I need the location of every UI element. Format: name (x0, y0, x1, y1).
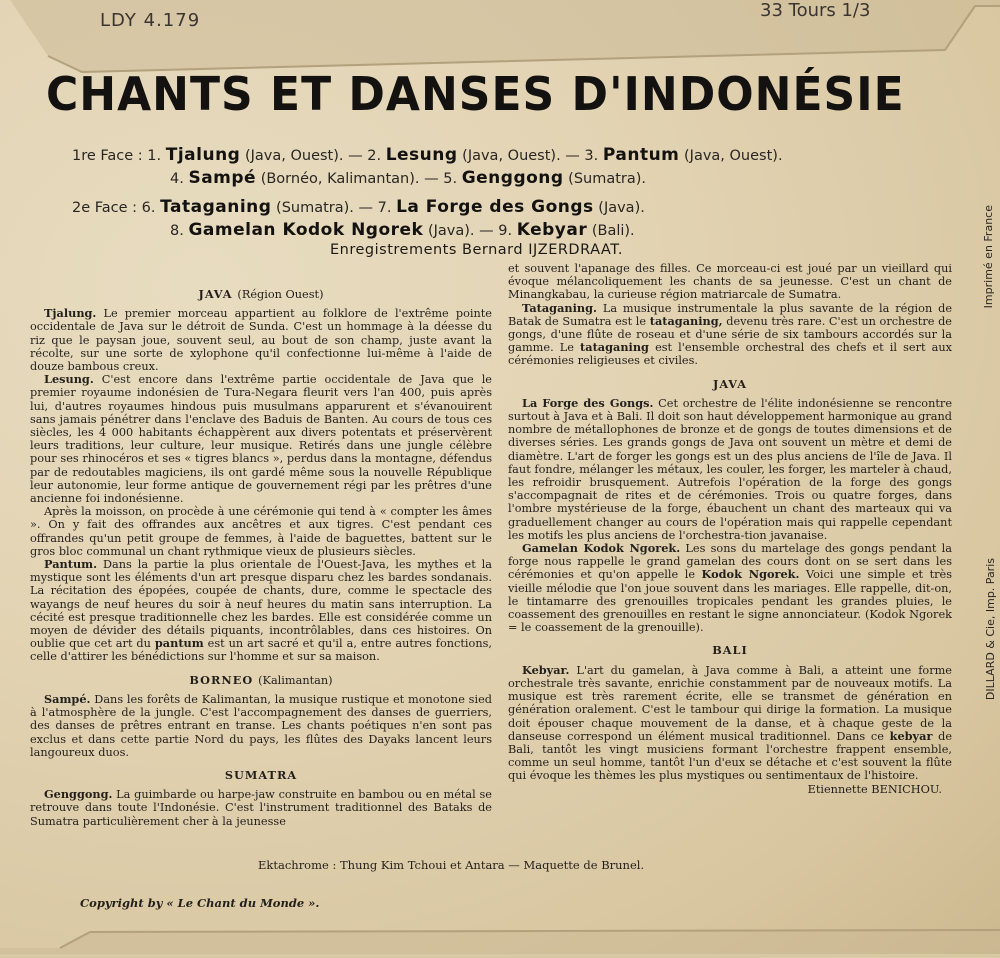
track-region: (Java). (598, 200, 645, 216)
track-title: Sampé (188, 168, 257, 188)
paragraph-tataganing: Tataganing. La musique instrumentale la plus savante de la région de Batak de Sumatra est le tataganing, devenu très rare. C'est un orchestre de gongs, d'une flûte de roseau et d'une série de six tambours accordés sur la gamme. Le tataganing est l'ensemble orchestral des chefs et il sert aux cérémonies religieuses et civiles. (508, 300, 953, 368)
track-title: Pantum (602, 145, 680, 165)
face1-line1 (72, 144, 783, 167)
track-region: (Java, Ouest). — (462, 148, 580, 164)
author-signature: Etiennette BENICHOU. (807, 782, 942, 796)
paragraph-lesung-2: Après la moisson, on procède à une cérémonie qui tend à « compter les âmes ». On y fait des offrandes aux ancêtres et aux tigres. C'est pendant ces offrandes qu'un petit groupe de femmes, à l'aide de baguettes, battent sur le gros bloc communal un chant rythmique vieux de plusieurs siècles. (30, 505, 492, 558)
paragraph-pantum: Pantum. Dans la partie la plus orientale de l'Ouest-Java, les mythes et la mystique sont les éléments d'un art presque disparu chez les bardes sondanais. La récitation des épopées, coupée de chants, dure, comme le spectacle des wayangs de neuf heures du soir à neuf heures du matin sans interruption. La cécité est presque traditionnelle chez les bardes. Elle est considérée comme un moyen de dévider des détails piquants, incontrôlables, dans ces histoires. On oublie que cet art du pantum est un art sacré et qu'il a, entre autres fonctions, celle d'attirer les bénédictions sur l'homme et sur sa maison. (30, 557, 492, 664)
sleeve-bottom-flap (0, 920, 1000, 954)
track-number: 4. (170, 171, 184, 187)
liner-notes-left-column (30, 278, 492, 828)
album-title: CHANTS ET DANSES D'INDONÉSIE (46, 68, 905, 122)
section-heading-sumatra: SUMATRA (224, 767, 298, 782)
face2-line1 (72, 196, 783, 219)
track-region: (Sumatra). — (276, 200, 374, 216)
track-region: (Bali). (591, 223, 635, 239)
track-number: 6. (141, 200, 156, 216)
section-heading-bali: BALI (712, 643, 748, 658)
face2-label: 2e Face : (72, 200, 138, 216)
track-title: Gamelan Kodok Ngorek (188, 220, 424, 240)
track-region: (Java, Ouest). (684, 148, 783, 164)
track-number: 2. (367, 148, 382, 164)
paragraph-gamelan: Gamelan Kodok Ngorek. Les sons du martelage des gongs pendant la forge nous rappelle le grand gamelan des cours dont on se sert dans les cérémonies et qu'on appelle le Kodok Ngorek. Voici une simple et très vieille mélodie que l'on joue souvent dans les mariages. Elle rappelle, dit-on, le tintamarre des grenouilles tropicales pendant les grandes pluies, le coassement des grenouilles en restant le signe annonciateur. (Kodok Ngorek = le coassement de la grenouille). (508, 541, 953, 635)
paragraph-kebyar: Kebyar. L'art du gamelan, à Java comme à Bali, a atteint une forme orchestrale très savante, enrichie constamment par de nouveaux motifs. La musique est très rarement écrite, elle se transmet de génération en génération oralement. C'est le tambour qui dirige la formation. La musique doit épouser chaque mouvement de la danse, et à chaque geste de la danseuse correspond un élément musical traditionnel. Dans ce kebyar de Bali, tantôt les vingt musiciens formant l'orchestre frappent ensemble, comme un seul homme, tantôt l'un d'eux se détache et c'est souvent la flûte qui évoque les thèmes les plus mystiques ou sentimentaux de l'histoire. (508, 662, 953, 783)
section-heading-borneo: BORNEO (Kalimantan) (189, 672, 333, 687)
track-number: 9. (498, 223, 513, 239)
paragraph-lesung: Lesung. C'est encore dans l'extrême partie occidentale de Java que le premier royaume indonésien de Tura-Negara fleurit vers l'an 400, puis après lui, d'autres royaumes hindous puis musulmans apparurent et s'évanouirent sans jamais pénétrer dans l'enclave des Baduis de Banten. Au cours de tous ces siècles, les 4 000 habitants échappèrent aux divers potentats et préservèrent leurs traditions, leur culture, leur musique. Retirés dans une jungle célèbre pour ses rhinocéros et ses « tigres blancs », perdus dans la montagne, défendus par de redoutables magiciens, ils ont gardé même sous la nouvelle République leur autonomie, leur forme antique de gouvernement régi par les prêtres d'une ancienne foi indonésienne. (30, 372, 492, 506)
track-number: 3. (584, 148, 599, 164)
recording-credit: Enregistrements Bernard IJZERDRAAT. (330, 242, 623, 258)
printer-credit: DILLARD & Cie, Imp. Paris (984, 558, 997, 701)
track-region: (Sumatra). (568, 171, 647, 187)
face1-line2 (72, 167, 783, 190)
track-listing (72, 144, 783, 242)
track-title: Lesung (385, 145, 458, 165)
record-speed: 33 Tours 1/3 (760, 0, 871, 21)
paragraph-sampe: Sampé. Dans les forêts de Kalimantan, la musique rustique et monotone sied à l'atmosphère de la jungle. C'est l'accompagnement des danses de guerriers, des danses de prêtres entrant en transe. Les chants poétiques n'en sont pas exclus et dans cette partie Nord du pays, les flûtes des Dayaks lancent leurs langoureux duos. (30, 691, 493, 759)
section-heading-java-2: JAVA (713, 376, 747, 391)
track-number: 8. (170, 223, 184, 239)
face1-label: 1re Face : (72, 148, 143, 164)
track-number: 5. (443, 171, 458, 187)
track-region: (Bornéo, Kalimantan). — (260, 171, 439, 187)
track-region: (Java, Ouest). — (244, 148, 363, 164)
liner-notes-right-column (508, 262, 952, 796)
track-number: 1. (147, 148, 162, 164)
catalog-number: LDY 4.179 (100, 10, 201, 31)
paragraph-genggong: Genggong. La guimbarde ou harpe-jaw construite en bambou ou en métal se retrouve dans toute l'Indonésie. C'est l'instrument traditionnel des Bataks de Sumatra particulièrement cher à la jeunesse (30, 787, 492, 828)
paragraph-forge: La Forge des Gongs. Cet orchestre de l'élite indonésienne se rencontre surtout à Java et à Bali. Il doit son haut développement harmonique au grand nombre de métallophones de bronze et de gongs de toutes dimensions et de diverses séries. Les grands gongs de Java ont souvent un mètre et demi de diamètre. L'art de forger les gongs est un des plus anciens de l'île de Java. Il faut fondre, mélanger les métaux, les couler, les forger, les marteler à chaud, les refroidir brusquement. Autrefois l'opération de la forge des gongs s'accompagnait de rites et de cérémonies. Trois ou quatre forges, dans l'ombre mystérieuse de la forge, ébauchent un chant des marteaux qui va graduellement changer au cours de l'opération mais qui rappelle cependant les motifs les plus anciens de l'orchestra-tion javanaise. (508, 395, 953, 542)
track-title: Genggong (461, 168, 564, 188)
section-heading-java: JAVA (Région Ouest) (198, 287, 324, 301)
paragraph-genggong-continued: et souvent l'apanage des filles. Ce morceau-ci est joué par un vieillard qui évoque mélancoliquement les chants de sa jeunesse. C'est un chant de Minangkabau, la curieuse région matriarcale de Sumatra. (508, 262, 952, 302)
track-number: 7. (377, 200, 392, 216)
track-region: (Java). — (427, 223, 494, 239)
paragraph-tjalung: Tjalung. Le premier morceau appartient au folklore de l'extrême pointe occidentale de Java sur le détroit de Sunda. C'est un hommage à la déesse du riz que le paysan joue, souvent seul, au bout de son champ, juste avant la récolte, sur une sorte de xylophone qu'il confectionne lui-même à l'aide de douze bambous creux. (30, 306, 492, 374)
copyright-notice: Copyright by « Le Chant du Monde ». (80, 896, 320, 910)
face2-line2 (72, 219, 783, 242)
photo-credit: Ektachrome : Thung Kim Tchoui et Antara — Maquette de Brunel. (258, 858, 645, 872)
track-title: La Forge des Gongs (396, 197, 594, 217)
track-title: Tjalung (165, 145, 241, 165)
printed-in-france: Imprimé en France (982, 205, 995, 309)
track-title: Kebyar (516, 220, 588, 240)
track-title: Tataganing (160, 197, 272, 217)
